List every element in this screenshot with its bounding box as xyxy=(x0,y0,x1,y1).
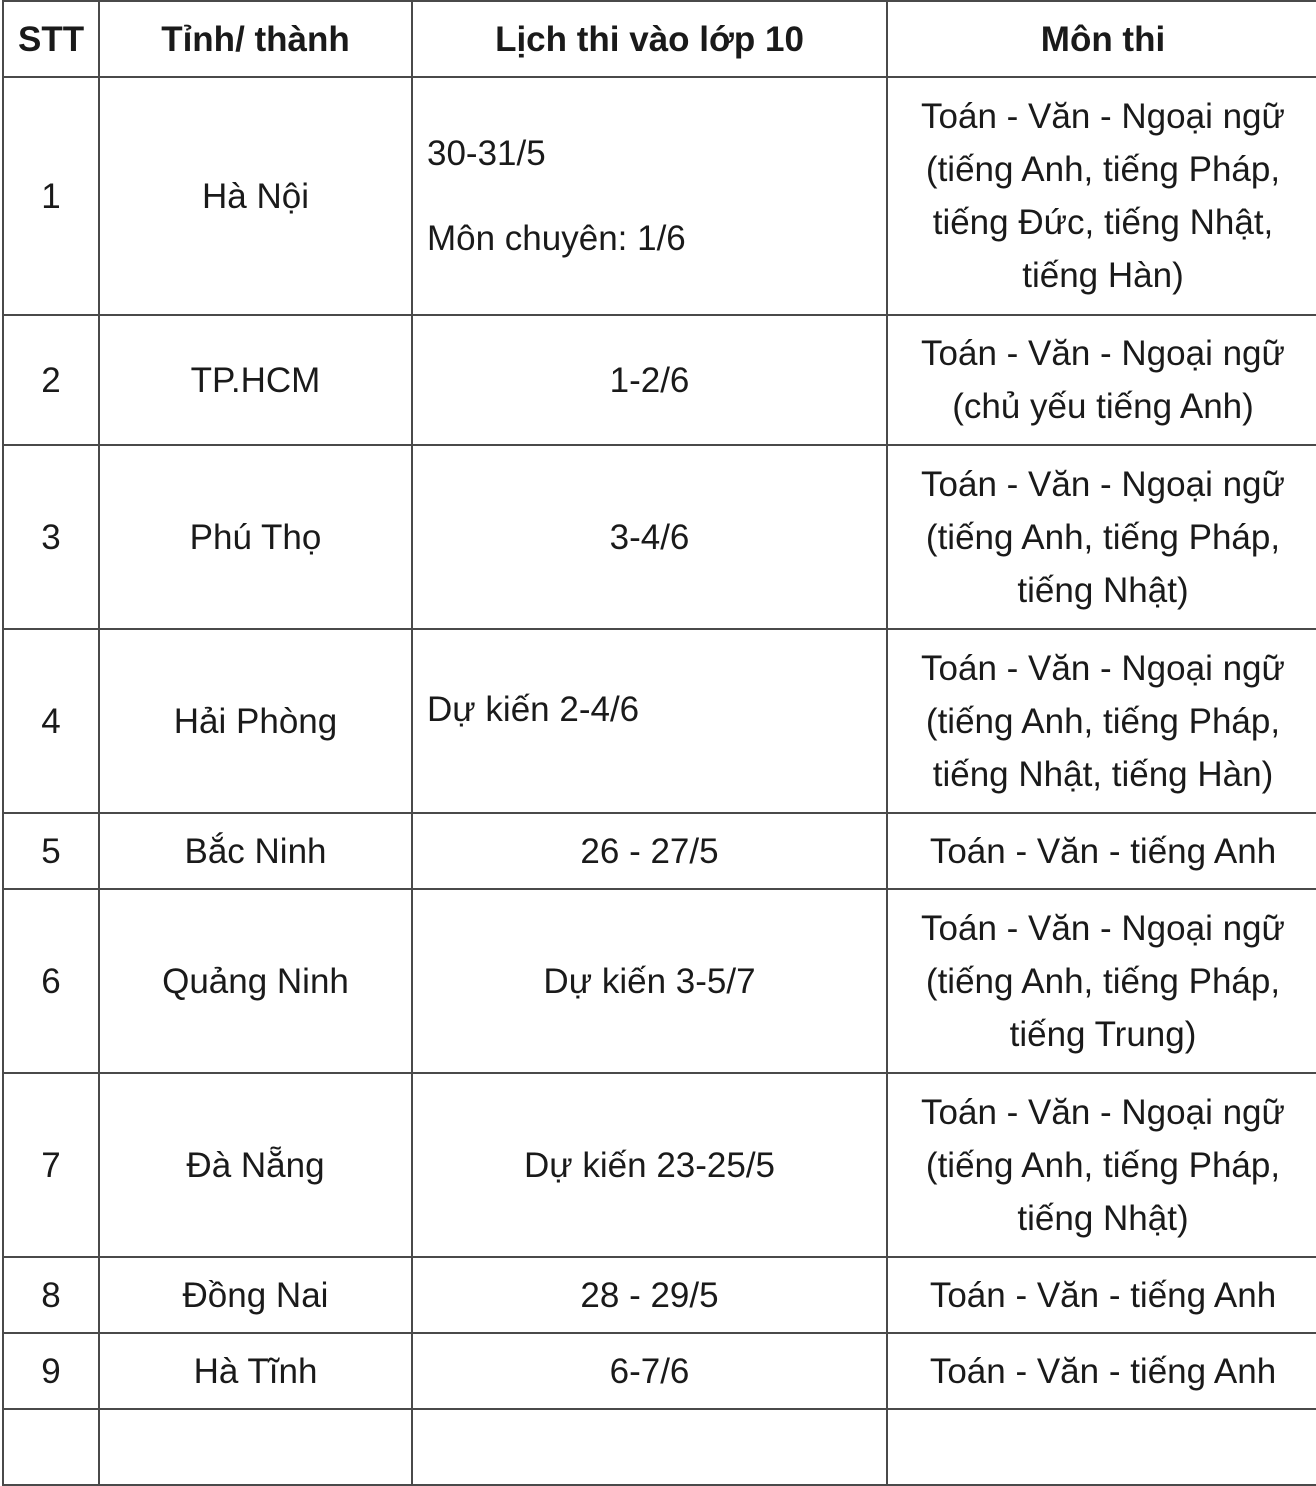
subjects-line: tiếng Đức, tiếng Nhật, xyxy=(932,203,1274,242)
schedule-line: 1-2/6 xyxy=(609,360,690,400)
cell-province: Hà Tĩnh xyxy=(99,1333,412,1409)
cell-subjects xyxy=(887,1333,1316,1409)
header-stt: STT xyxy=(3,1,99,77)
cell-subjects xyxy=(887,315,1316,445)
header-province: Tỉnh/ thành xyxy=(99,1,412,77)
schedule-line: 28 - 29/5 xyxy=(580,1275,719,1315)
cell-subjects xyxy=(887,1073,1316,1257)
cell-stt: 5 xyxy=(3,813,99,889)
subjects-line: (chủ yếu tiếng Anh) xyxy=(952,387,1254,426)
cell-stt: 1 xyxy=(3,77,99,315)
cell-subjects xyxy=(887,813,1316,889)
subjects-line: Toán - Văn - Ngoại ngữ xyxy=(921,908,1285,948)
schedule-line: Dự kiến 23-25/5 xyxy=(523,1145,776,1185)
exam-schedule-table xyxy=(2,0,1316,1486)
cell-schedule xyxy=(412,315,887,445)
cell-schedule xyxy=(412,1409,887,1485)
table-row xyxy=(3,1073,1316,1257)
subjects-line: Toán - Văn - Ngoại ngữ xyxy=(921,648,1285,688)
subjects-line: (tiếng Anh, tiếng Pháp, xyxy=(925,1145,1281,1185)
cell-stt: 9 xyxy=(3,1333,99,1409)
cell-subjects xyxy=(887,1409,1316,1485)
subjects-line: tiếng Trung) xyxy=(1009,1014,1197,1054)
cell-subjects xyxy=(887,1257,1316,1333)
header-subjects: Môn thi xyxy=(887,1,1316,77)
schedule-line: 3-4/6 xyxy=(609,517,690,557)
cell-stt: 2 xyxy=(3,315,99,445)
schedule-line: Dự kiến 2-4/6 xyxy=(427,690,640,729)
subjects-line: (tiếng Anh, tiếng Pháp, xyxy=(925,517,1281,557)
subjects-line: (tiếng Anh, tiếng Pháp, xyxy=(925,701,1281,741)
subjects-line: tiếng Hàn) xyxy=(1022,256,1184,295)
subjects-line: Toán - Văn - tiếng Anh xyxy=(929,831,1277,871)
cell-subjects xyxy=(887,889,1316,1073)
cell-schedule xyxy=(412,445,887,629)
schedule-line: Môn chuyên: 1/6 xyxy=(427,219,686,258)
subjects-line: (tiếng Anh, tiếng Pháp, xyxy=(925,150,1281,189)
cell-schedule xyxy=(412,629,887,813)
cell-province: Đồng Nai xyxy=(99,1257,412,1333)
cell-province: Phú Thọ xyxy=(99,445,412,629)
subjects-line: (tiếng Anh, tiếng Pháp, xyxy=(925,961,1281,1001)
cell-province: Hà Nội xyxy=(99,77,412,315)
cell-province: TP.HCM xyxy=(99,315,412,445)
cell-schedule xyxy=(412,77,887,315)
cell-schedule xyxy=(412,813,887,889)
subjects-line: Toán - Văn - Ngoại ngữ xyxy=(921,334,1285,373)
subjects-line: Toán - Văn - Ngoại ngữ xyxy=(921,1092,1285,1132)
schedule-line: 30-31/5 xyxy=(427,134,546,173)
table-row xyxy=(3,1257,1316,1333)
schedule-line: 26 - 27/5 xyxy=(580,831,719,871)
header-schedule: Lịch thi vào lớp 10 xyxy=(412,1,887,77)
subjects-line: tiếng Nhật) xyxy=(1017,1198,1189,1238)
table-row xyxy=(3,813,1316,889)
cell-subjects xyxy=(887,77,1316,315)
header-row xyxy=(3,1,1316,77)
cell-subjects xyxy=(887,445,1316,629)
table-row xyxy=(3,315,1316,445)
table-row xyxy=(3,445,1316,629)
table-row xyxy=(3,889,1316,1073)
schedule-line: 6-7/6 xyxy=(609,1351,690,1391)
subjects-line: tiếng Nhật, tiếng Hàn) xyxy=(932,754,1274,794)
cell-province: Quảng Ninh xyxy=(99,889,412,1073)
table-row xyxy=(3,629,1316,813)
table-row xyxy=(3,77,1316,315)
subjects-line: Toán - Văn - Ngoại ngữ xyxy=(921,464,1285,504)
subjects-line: Toán - Văn - tiếng Anh xyxy=(929,1351,1277,1391)
cell-schedule xyxy=(412,889,887,1073)
table-row xyxy=(3,1409,1316,1485)
cell-province: Hải Phòng xyxy=(99,629,412,813)
cell-province: Đà Nẵng xyxy=(99,1073,412,1257)
cell-province xyxy=(99,1409,412,1485)
subjects-line: Toán - Văn - Ngoại ngữ xyxy=(921,97,1285,136)
cell-schedule xyxy=(412,1073,887,1257)
cell-stt: 6 xyxy=(3,889,99,1073)
cell-stt: 3 xyxy=(3,445,99,629)
cell-province: Bắc Ninh xyxy=(99,813,412,889)
cell-stt xyxy=(3,1409,99,1485)
schedule-line: Dự kiến 3-5/7 xyxy=(543,961,756,1001)
cell-subjects xyxy=(887,629,1316,813)
table-row xyxy=(3,1333,1316,1409)
subjects-line: tiếng Nhật) xyxy=(1017,570,1189,610)
cell-stt: 4 xyxy=(3,629,99,813)
cell-stt: 8 xyxy=(3,1257,99,1333)
cell-schedule xyxy=(412,1257,887,1333)
subjects-line: Toán - Văn - tiếng Anh xyxy=(929,1275,1277,1315)
cell-schedule xyxy=(412,1333,887,1409)
cell-stt: 7 xyxy=(3,1073,99,1257)
